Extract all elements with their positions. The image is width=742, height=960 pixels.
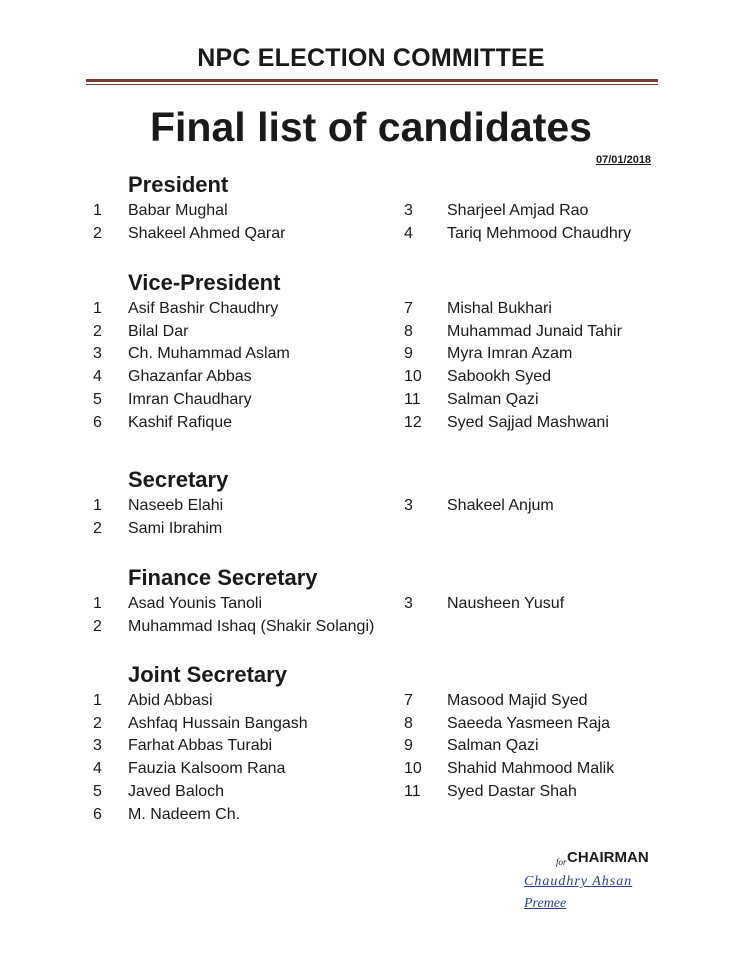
- candidate-number: 1: [93, 202, 102, 219]
- candidate-number: 2: [93, 617, 102, 635]
- candidate-name: Saeeda Yasmeen Raja: [447, 714, 611, 732]
- candidate-name: Nausheen Yusuf: [447, 595, 565, 612]
- candidate-number: 8: [404, 714, 413, 732]
- candidate-name: M. Nadeem Ch.: [128, 805, 241, 823]
- candidate-name: Muhammad Junaid Tahir: [447, 322, 622, 340]
- candidate-number: 3: [93, 345, 102, 363]
- candidate-number: 3: [404, 202, 413, 219]
- candidate-number: 10: [404, 368, 422, 386]
- candidate-name: Abid Abbasi: [128, 692, 213, 709]
- candidate-number: 2: [93, 714, 102, 732]
- candidate-name: Syed Sajjad Mashwani: [447, 413, 609, 431]
- candidate-number: 7: [404, 692, 413, 709]
- candidate-name: Ghazanfar Abbas: [128, 368, 252, 386]
- candidate-number: 3: [93, 737, 102, 755]
- candidate-number: 6: [93, 805, 102, 823]
- section-heading: Joint Secretary: [128, 662, 287, 687]
- candidate-number: 7: [404, 300, 413, 317]
- chairman-label: CHAIRMAN: [567, 849, 649, 866]
- candidate-number: 1: [93, 595, 102, 612]
- candidate-number: 8: [404, 322, 413, 340]
- header-rule-thick: [86, 79, 658, 82]
- candidate-number: 4: [93, 368, 102, 386]
- candidate-name: Masood Majid Syed: [447, 692, 588, 709]
- candidate-number: 12: [404, 413, 422, 431]
- candidate-number: 3: [404, 595, 413, 612]
- candidate-name: Naseeb Elahi: [128, 497, 224, 514]
- section-heading: Vice-President: [128, 270, 281, 295]
- candidate-name: Ch. Muhammad Aslam: [128, 345, 290, 363]
- candidate-number: 3: [404, 497, 413, 514]
- candidate-name: Myra Imran Azam: [447, 345, 573, 363]
- candidate-name: Tariq Mehmood Chaudhry: [447, 224, 632, 242]
- candidate-name: Shakeel Ahmed Qarar: [128, 224, 286, 242]
- footer-for-label: for: [556, 857, 567, 867]
- candidate-name: Muhammad Ishaq (Shakir Solangi): [128, 617, 375, 635]
- candidate-name: Asif Bashir Chaudhry: [128, 300, 279, 317]
- candidate-number: 5: [93, 390, 102, 408]
- candidate-name: Mishal Bukhari: [447, 300, 552, 317]
- candidate-name: Sami Ibrahim: [128, 519, 223, 537]
- header-rule-thin: [86, 84, 658, 85]
- section-heading: President: [128, 172, 229, 197]
- section-heading: Secretary: [128, 467, 229, 492]
- signature-line-1: Chaudhry Ahsan: [524, 874, 633, 889]
- candidate-number: 5: [93, 782, 102, 800]
- candidate-name: Syed Dastar Shah: [447, 782, 577, 800]
- candidate-name: Shahid Mahmood Malik: [447, 760, 615, 778]
- candidate-number: 6: [93, 413, 102, 431]
- candidate-name: Imran Chaudhary: [128, 390, 252, 408]
- candidate-name: Sharjeel Amjad Rao: [447, 202, 589, 219]
- candidate-name: Salman Qazi: [447, 390, 539, 408]
- document-date: 07/01/2018: [596, 154, 652, 166]
- page-title: Final list of candidates: [150, 104, 592, 150]
- candidate-name: Salman Qazi: [447, 737, 539, 755]
- candidate-name: Javed Baloch: [128, 782, 225, 800]
- candidate-name: Asad Younis Tanoli: [128, 595, 263, 612]
- candidate-name: Babar Mughal: [128, 202, 228, 219]
- candidate-number: 9: [404, 737, 413, 755]
- candidate-name: Kashif Rafique: [128, 413, 233, 431]
- candidate-number: 2: [93, 224, 102, 242]
- signature-line-2: Premee: [524, 896, 567, 911]
- candidate-number: 4: [93, 760, 102, 778]
- candidate-number: 11: [404, 390, 421, 408]
- candidate-number: 11: [404, 782, 421, 800]
- candidate-name: Bilal Dar: [128, 322, 189, 340]
- candidate-number: 2: [93, 322, 102, 340]
- candidate-name: Farhat Abbas Turabi: [128, 737, 273, 755]
- candidate-number: 9: [404, 345, 413, 363]
- candidate-number: 10: [404, 760, 422, 778]
- candidate-number: 4: [404, 224, 413, 242]
- candidate-number: 1: [93, 497, 102, 514]
- candidate-name: Ashfaq Hussain Bangash: [128, 714, 308, 732]
- section-heading: Finance Secretary: [128, 565, 318, 590]
- candidate-number: 1: [93, 300, 102, 317]
- candidate-number: 1: [93, 692, 102, 709]
- header-title: NPC ELECTION COMMITTEE: [197, 44, 545, 72]
- candidate-number: 2: [93, 519, 102, 537]
- candidate-name: Shakeel Anjum: [447, 497, 554, 514]
- candidate-name: Fauzia Kalsoom Rana: [128, 760, 286, 778]
- candidate-name: Sabookh Syed: [447, 368, 552, 386]
